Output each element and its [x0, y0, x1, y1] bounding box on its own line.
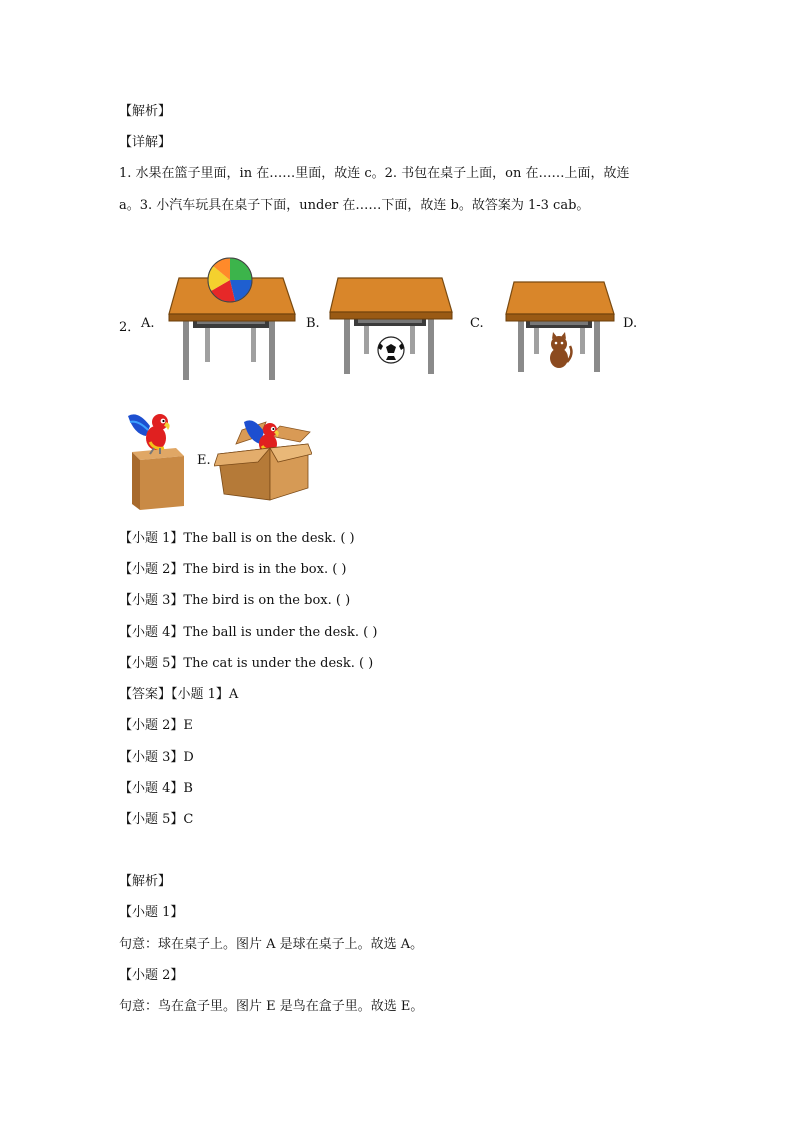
analysis-q1-heading: 【小题 1】 — [119, 905, 184, 920]
sub-question-4: 【小题 4】The ball is under the desk. ( ) — [119, 625, 378, 640]
explanation-heading: 【解析】 — [119, 104, 172, 119]
option-label-a: A. — [141, 316, 155, 331]
sub-question-3: 【小题 3】The bird is on the box. ( ) — [119, 593, 351, 608]
desk-ball-on-icon — [165, 256, 297, 382]
option-label-e: E. — [197, 453, 211, 468]
analysis-q1-text: 句意：球在桌子上。图片 A 是球在桌子上。故选 A。 — [119, 937, 424, 952]
sub-question-1: 【小题 1】The ball is on the desk. ( ) — [119, 531, 355, 546]
analysis-heading: 【解析】 — [119, 874, 172, 889]
answer-4: 【小题 4】B — [119, 781, 193, 796]
detail-text-line-1: 1. 水果在篮子里面，in 在……里面，故连 c。2. 书包在桌子上面，on 在……上面，故连 — [119, 166, 630, 181]
option-label-c: C. — [470, 316, 484, 331]
answer-2: 【小题 2】E — [119, 718, 193, 733]
desk-football-under-icon — [328, 276, 454, 376]
detail-heading: 【详解】 — [119, 135, 172, 150]
sub-question-2: 【小题 2】The bird is in the box. ( ) — [119, 562, 347, 577]
option-label-b: B. — [306, 316, 320, 331]
answer-3: 【小题 3】D — [119, 750, 194, 765]
analysis-q2-heading: 【小题 2】 — [119, 968, 184, 983]
answer-1: 【答案】【小题 1】A — [119, 687, 239, 702]
answer-5: 【小题 5】C — [119, 812, 194, 827]
sub-question-5: 【小题 5】The cat is under the desk. ( ) — [119, 656, 374, 671]
question-number: 2． — [119, 320, 141, 335]
desk-cat-under-icon — [504, 280, 616, 374]
detail-text-line-2: a。3. 小汽车玩具在桌子下面，under 在……下面，故连 b。故答案为 1-3 cab。 — [119, 198, 590, 213]
parrot-in-box-icon — [214, 414, 312, 504]
analysis-q2-text: 句意：鸟在盒子里。图片 E 是鸟在盒子里。故选 E。 — [119, 999, 424, 1014]
parrot-on-box-icon — [124, 408, 186, 512]
option-label-d: D. — [623, 316, 638, 331]
